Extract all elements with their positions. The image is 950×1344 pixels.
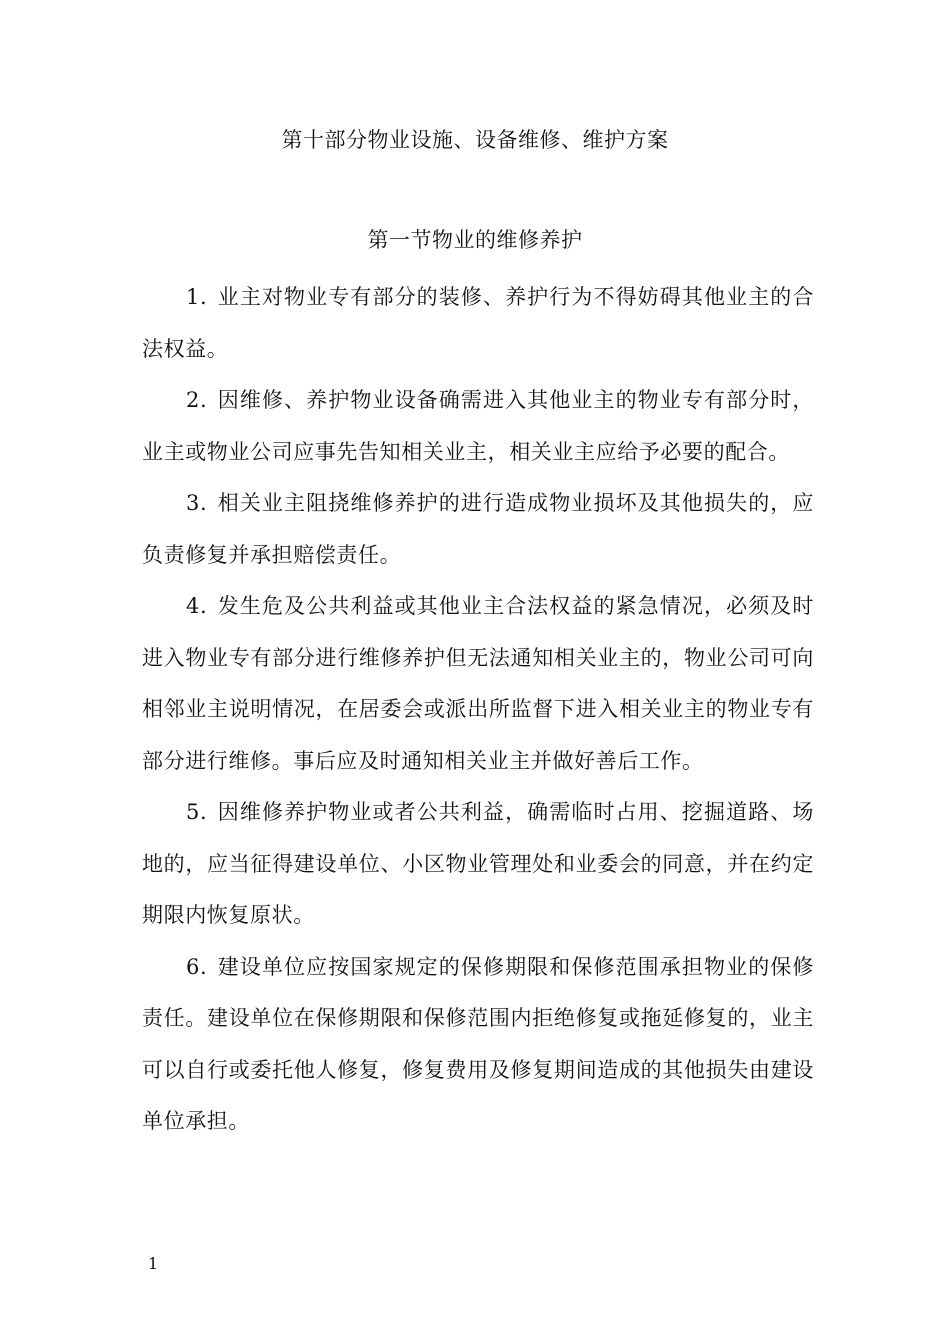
- paragraph-number: 4.: [186, 594, 208, 618]
- paragraph-number: 6.: [186, 954, 208, 979]
- paragraph-3: [142, 478, 814, 581]
- paragraph-text: 因维修养护物业或者公共利益，确需临时占用、挖掘道路、场地的，应当征得建设单位、小区物业管理处和业委会的同意，并在约定期限内恢复原状。: [142, 800, 814, 927]
- paragraph-6: [142, 942, 814, 1148]
- paragraph-text: 发生危及公共利益或其他业主合法权益的紧急情况，必须及时进入物业专有部分进行维修养护但无法通知相关业主的，物业公司可向相邻业主说明情况，在居委会或派出所监督下进入相关业主的物业专有部分进行维修。事后应及时通知相关业主并做好善后工作。: [142, 594, 814, 773]
- paragraph-text: 相关业主阻挠维修养护的进行造成物业损坏及其他损失的，应负责修复并承担赔偿责任。: [142, 491, 814, 567]
- paragraph-number: 5.: [186, 800, 208, 824]
- paragraph-number: 3.: [186, 491, 208, 515]
- document-title: 第十部分物业设施、设备维修、维护方案: [281, 128, 669, 152]
- paragraph-4: [142, 581, 814, 787]
- paragraph-number: 1.: [186, 285, 208, 309]
- paragraph-number: 2.: [186, 388, 208, 412]
- paragraph-text: 建设单位应按国家规定的保修期限和保修范围承担物业的保修责任。建设单位在保修期限和保修范围内拒绝修复或拖延修复的，业主可以自行或委托他人修复，修复费用及修复期间造成的其他损失由建设单位承担。: [142, 954, 814, 1133]
- paragraph-2: [142, 375, 814, 478]
- section-title: 第一节物业的维修养护: [367, 228, 583, 252]
- page-number: 1: [148, 1254, 159, 1273]
- document-body: [142, 272, 814, 1148]
- paragraph-5: [142, 787, 814, 942]
- paragraph-text: 因维修、养护物业设备确需进入其他业主的物业专有部分时，业主或物业公司应事先告知相关业主，相关业主应给予必要的配合。: [142, 388, 814, 464]
- paragraph-1: [142, 272, 814, 375]
- paragraph-text: 业主对物业专有部分的装修、养护行为不得妨碍其他业主的合法权益。: [142, 285, 814, 361]
